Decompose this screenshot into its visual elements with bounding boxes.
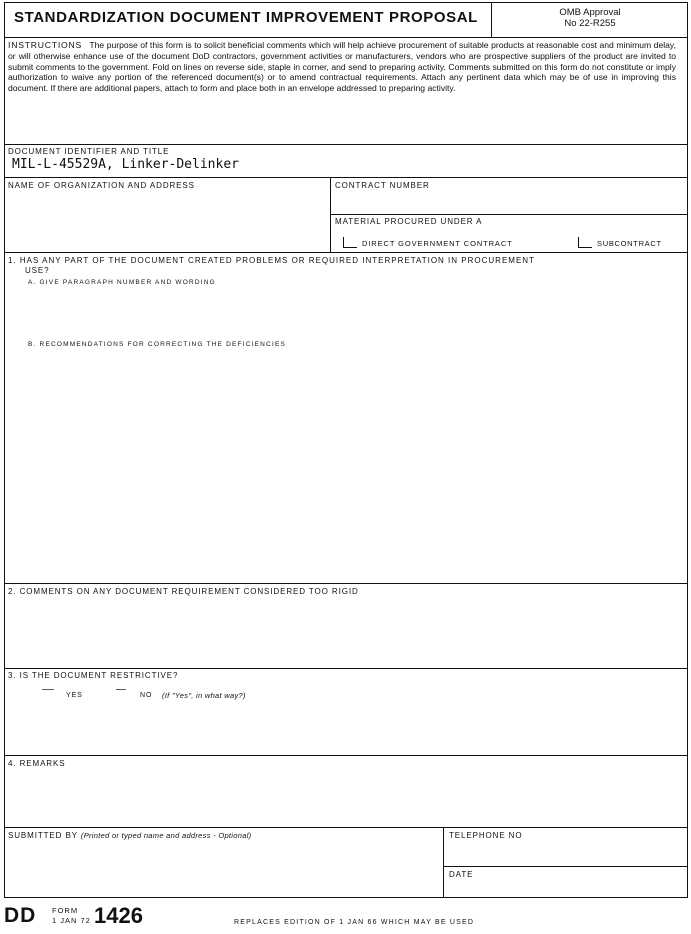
question-1b-field[interactable] [6, 352, 686, 580]
direct-contract-label: DIRECT GOVERNMENT CONTRACT [362, 239, 513, 248]
remarks-rule [4, 827, 688, 828]
restrictive-note: (If "Yes", in what way?) [162, 691, 246, 700]
date-label: DATE [449, 870, 474, 879]
instructions-block [8, 40, 676, 94]
replaces-edition-note: REPLACES EDITION OF 1 JAN 66 WHICH MAY BE USED [234, 919, 475, 926]
telephone-rule [443, 866, 688, 867]
question-2-label: 2. COMMENTS ON ANY DOCUMENT REQUIREMENT CONSIDERED TOO RIGID [8, 587, 359, 596]
instructions-heading: INSTRUCTIONS [8, 40, 83, 50]
organization-label: NAME OF ORGANIZATION AND ADDRESS [8, 181, 195, 190]
question-1-label-continued: USE? [25, 266, 50, 275]
contract-number-field[interactable] [334, 192, 684, 214]
submitted-by-note: (Printed or typed name and address - Optional) [80, 831, 252, 840]
telephone-label: TELEPHONE NO [449, 831, 523, 840]
subcontract-label: SUBCONTRACT [597, 239, 662, 248]
question-1-rule [4, 583, 688, 584]
form-dd-mark: DD [4, 904, 37, 927]
question-2-field[interactable] [6, 598, 686, 666]
yes-checkbox[interactable] [42, 689, 54, 696]
yes-label: YES [66, 692, 83, 699]
question-3-rule [4, 755, 688, 756]
document-identifier-field[interactable]: MIL-L-45529A, Linker-Delinker [12, 157, 239, 172]
document-rule [4, 177, 688, 178]
organization-field[interactable] [6, 192, 328, 250]
question-2-rule [4, 668, 688, 669]
omb-approval-number: No 22-R255 [564, 18, 616, 29]
omb-approval-line1: OMB Approval [559, 7, 621, 18]
material-procured-label: MATERIAL PROCURED UNDER A [335, 217, 483, 226]
form-edition-date: 1 JAN 72 [52, 916, 91, 925]
date-field[interactable] [447, 880, 685, 896]
document-identifier-label: DOCUMENT IDENTIFIER AND TITLE [8, 147, 170, 156]
question-3-field[interactable] [6, 704, 686, 752]
question-1b-label: B. RECOMMENDATIONS FOR CORRECTING THE DEFICIENCIES [28, 341, 287, 348]
submitted-by-text: SUBMITTED BY [8, 831, 78, 840]
question-3-label: 3. IS THE DOCUMENT RESTRICTIVE? [8, 671, 179, 680]
contract-number-label: CONTRACT NUMBER [335, 181, 430, 190]
instructions-rule [4, 144, 688, 145]
submitted-by-field[interactable] [6, 842, 440, 896]
no-label: NO [140, 692, 153, 699]
no-checkbox[interactable] [116, 689, 126, 696]
question-1a-label: A. GIVE PARAGRAPH NUMBER AND WORDING [28, 279, 216, 286]
instructions-text: The purpose of this form is to solicit beneficial comments which will help achieve procurement of suitable products at reasonable cost and minimum delay, or will otherwise enhance use of the document DoD contractors, government activities or manufacturers, vendors who are prospective suppliers of the product are invited to submit comments to the government. Fold on lines on reverse side, staple in corner, and send to preparing activity. Comments submitted on this form do not constitute or imply authorization to waive any portion of the referenced document(s) or to amend contractual requirements. Attach any pertinent data which may be of use in improving this document. If there are additional papers, attach to form and place both in an envelope addressed to preparing activity. [8, 40, 676, 94]
direct-contract-checkbox[interactable] [343, 237, 357, 248]
omb-approval [500, 7, 680, 29]
form-word: FORM [52, 906, 79, 915]
telephone-field[interactable] [447, 842, 685, 864]
submitted-divider [443, 827, 444, 898]
contract-rule [330, 214, 688, 215]
remarks-label: 4. REMARKS [8, 759, 66, 768]
header-rule [4, 37, 688, 38]
form-edition [52, 906, 91, 926]
form-title: STANDARDIZATION DOCUMENT IMPROVEMENT PROPOSAL [14, 9, 478, 26]
question-1a-field[interactable] [6, 290, 686, 338]
material-rule [4, 252, 688, 253]
form-number: 1426 [94, 903, 143, 928]
subcontract-checkbox[interactable] [578, 237, 592, 248]
remarks-field[interactable] [6, 770, 686, 824]
submitted-by-label [8, 831, 251, 840]
question-1-label: 1. HAS ANY PART OF THE DOCUMENT CREATED PROBLEMS OR REQUIRED INTERPRETATION IN PROCUREMENT [8, 256, 535, 265]
header-divider [491, 2, 492, 37]
